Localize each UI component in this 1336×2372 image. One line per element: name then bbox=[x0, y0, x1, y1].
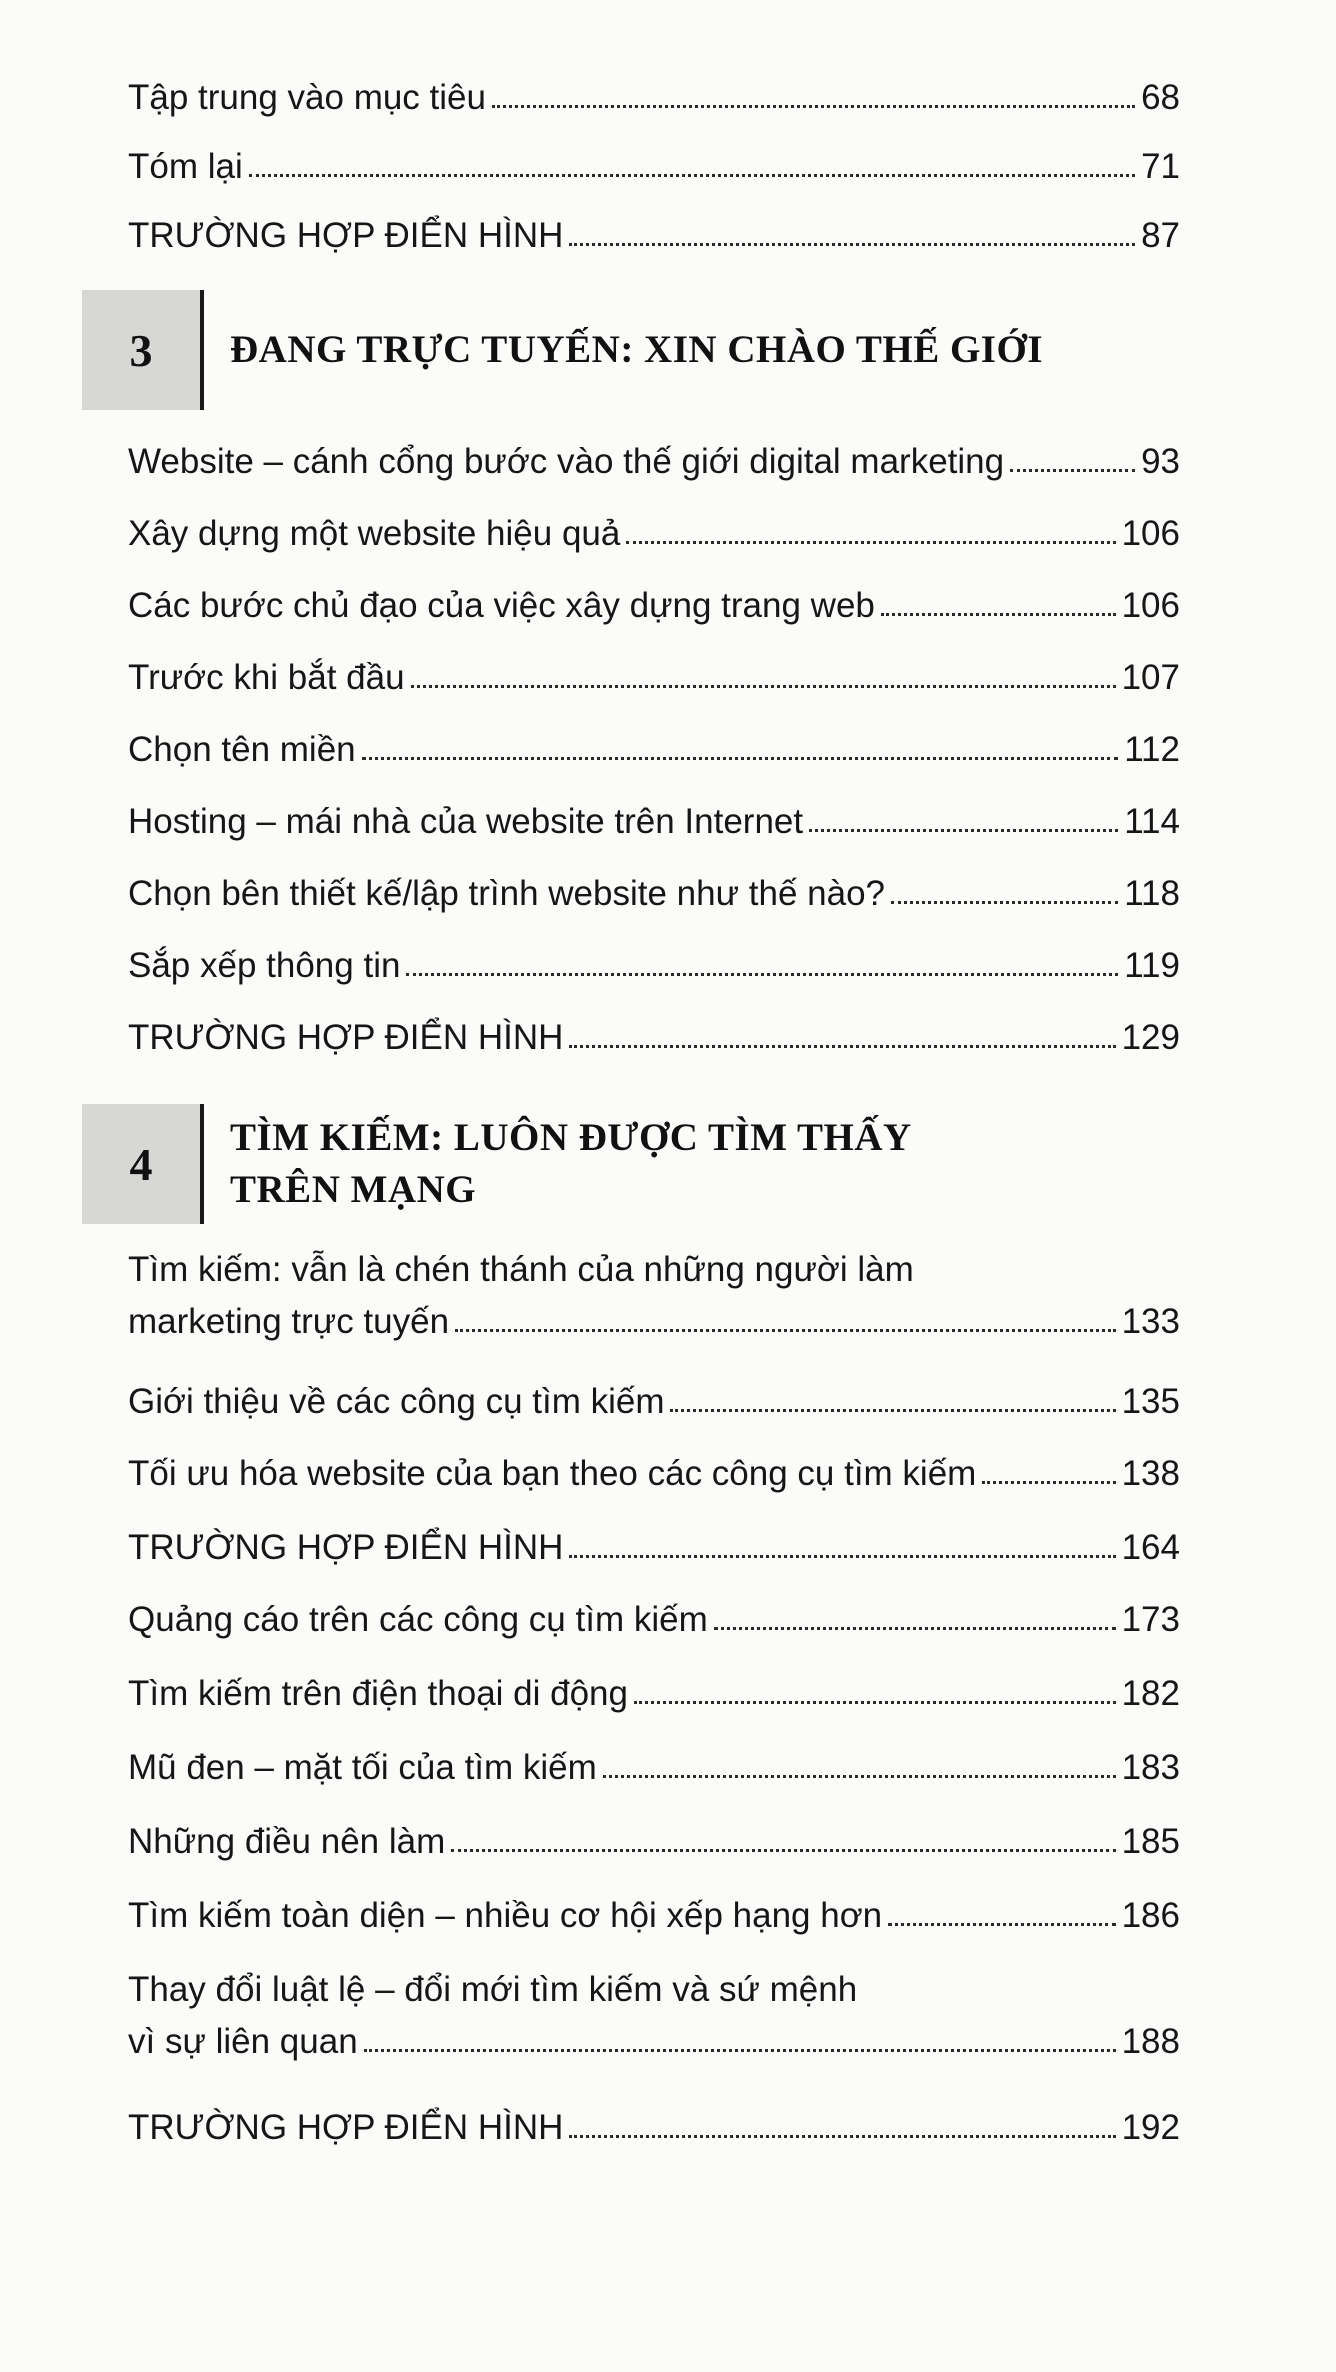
chapter-title bbox=[230, 1104, 912, 1224]
dot-leader bbox=[881, 613, 1116, 616]
entry-page-number: 133 bbox=[1121, 1302, 1180, 1341]
dot-leader bbox=[809, 829, 1118, 832]
toc-entry bbox=[128, 1016, 1180, 1060]
entry-page-number: 106 bbox=[1121, 586, 1180, 625]
toc-entry bbox=[128, 512, 1180, 556]
dot-leader bbox=[603, 1775, 1116, 1778]
dot-leader bbox=[1010, 469, 1135, 472]
entry-page-number: 114 bbox=[1124, 802, 1180, 841]
entry-label-line1: Tìm kiếm: vẫn là chén thánh của những người làm bbox=[128, 1250, 914, 1289]
entry-page-number: 135 bbox=[1121, 1382, 1180, 1421]
entry-label: TRƯỜNG HỢP ĐIỂN HÌNH bbox=[128, 1018, 564, 1057]
entry-label: Xây dựng một website hiệu quả bbox=[128, 514, 621, 553]
entry-label: Tập trung vào mục tiêu bbox=[128, 78, 486, 117]
dot-leader bbox=[406, 973, 1118, 976]
entry-page-number: 138 bbox=[1121, 1454, 1180, 1493]
entry-page-number: 129 bbox=[1121, 1018, 1180, 1057]
toc-entry bbox=[128, 214, 1180, 258]
entry-label: Website – cánh cổng bước vào thế giới digital marketing bbox=[128, 442, 1005, 481]
entry-label: Giới thiệu về các công cụ tìm kiếm bbox=[128, 1382, 665, 1421]
chapter-divider bbox=[200, 290, 204, 410]
entry-label: Sắp xếp thông tin bbox=[128, 946, 401, 985]
entry-page-number: 188 bbox=[1121, 2022, 1180, 2061]
toc-entry bbox=[128, 1452, 1180, 1496]
toc-entry bbox=[128, 944, 1180, 988]
chapter-divider bbox=[200, 1104, 204, 1224]
entry-label-line1: Thay đổi luật lệ – đổi mới tìm kiếm và sứ mệnh bbox=[128, 1970, 858, 2009]
entry-label: Tóm lại bbox=[128, 147, 243, 186]
entry-label: Những điều nên làm bbox=[128, 1822, 446, 1861]
chapter-4-heading bbox=[82, 1104, 1182, 1224]
entry-page-number: 71 bbox=[1141, 147, 1180, 186]
toc-entry bbox=[128, 872, 1180, 916]
entry-label: Tìm kiếm trên điện thoại di động bbox=[128, 1674, 628, 1713]
entry-page-number: 164 bbox=[1121, 1528, 1180, 1567]
entry-label: Chọn bên thiết kế/lập trình website như thế nào? bbox=[128, 874, 885, 913]
entry-page-number: 118 bbox=[1124, 874, 1180, 913]
entry-label: Mũ đen – mặt tối của tìm kiếm bbox=[128, 1748, 597, 1787]
toc-entry bbox=[128, 145, 1180, 189]
dot-leader bbox=[891, 901, 1118, 904]
toc-entry bbox=[128, 440, 1180, 484]
chapter-title-line: ĐANG TRỰC TUYẾN: XIN CHÀO THẾ GIỚI bbox=[230, 328, 1043, 371]
dot-leader bbox=[888, 1923, 1115, 1926]
entry-label: Tìm kiếm toàn diện – nhiều cơ hội xếp hạng hơn bbox=[128, 1896, 883, 1935]
toc-entry bbox=[128, 800, 1180, 844]
dot-leader bbox=[634, 1701, 1116, 1704]
dot-leader bbox=[362, 757, 1119, 760]
dot-leader bbox=[249, 174, 1135, 177]
toc-entry bbox=[128, 1820, 1180, 1864]
dot-leader bbox=[714, 1627, 1116, 1630]
toc-entry bbox=[128, 1248, 1180, 1344]
entry-label: Quảng cáo trên các công cụ tìm kiếm bbox=[128, 1600, 708, 1639]
entry-page-number: 182 bbox=[1121, 1674, 1180, 1713]
dot-leader bbox=[569, 243, 1135, 246]
toc-entry bbox=[128, 1380, 1180, 1424]
chapter-number: 3 bbox=[82, 290, 200, 410]
toc-entry bbox=[128, 2106, 1180, 2150]
toc-entry bbox=[128, 1968, 1180, 2064]
entry-label: Tối ưu hóa website của bạn theo các công cụ tìm kiếm bbox=[128, 1454, 977, 1493]
toc-entry bbox=[128, 656, 1180, 700]
dot-leader bbox=[455, 1329, 1116, 1332]
toc-entry bbox=[128, 728, 1180, 772]
dot-leader bbox=[982, 1481, 1115, 1484]
chapter-title-line: TÌM KIẾM: LUÔN ĐƯỢC TÌM THẤY bbox=[230, 1116, 912, 1159]
toc-entry bbox=[128, 584, 1180, 628]
entry-second-line bbox=[128, 1300, 1180, 1344]
dot-leader bbox=[626, 541, 1115, 544]
dot-leader bbox=[569, 1045, 1115, 1048]
entry-label: TRƯỜNG HỢP ĐIỂN HÌNH bbox=[128, 216, 564, 255]
entry-page-number: 87 bbox=[1141, 216, 1180, 255]
entry-label: Các bước chủ đạo của việc xây dựng trang web bbox=[128, 586, 875, 625]
entry-label: Hosting – mái nhà của website trên Internet bbox=[128, 802, 804, 841]
chapter-number: 4 bbox=[82, 1104, 200, 1224]
chapter-3-heading bbox=[82, 290, 1182, 410]
entry-page-number: 112 bbox=[1124, 730, 1180, 769]
dot-leader bbox=[411, 685, 1116, 688]
entry-page-number: 68 bbox=[1141, 78, 1180, 117]
entry-page-number: 173 bbox=[1121, 1600, 1180, 1639]
entry-second-line bbox=[128, 2020, 1180, 2064]
entry-page-number: 185 bbox=[1121, 1822, 1180, 1861]
dot-leader bbox=[569, 1555, 1115, 1558]
entry-label: Chọn tên miền bbox=[128, 730, 356, 769]
dot-leader bbox=[569, 2135, 1115, 2138]
entry-label-line2: marketing trực tuyến bbox=[128, 1302, 450, 1341]
entry-page-number: 93 bbox=[1141, 442, 1180, 481]
toc-entry bbox=[128, 76, 1180, 120]
entry-label: Trước khi bắt đầu bbox=[128, 658, 405, 697]
dot-leader bbox=[451, 1849, 1115, 1852]
toc-entry bbox=[128, 1746, 1180, 1790]
toc-entry bbox=[128, 1598, 1180, 1642]
entry-label: TRƯỜNG HỢP ĐIỂN HÌNH bbox=[128, 1528, 564, 1567]
entry-page-number: 119 bbox=[1124, 946, 1180, 985]
chapter-title-line: TRÊN MẠNG bbox=[230, 1168, 477, 1211]
entry-page-number: 107 bbox=[1121, 658, 1180, 697]
entry-label-line2: vì sự liên quan bbox=[128, 2022, 358, 2061]
dot-leader bbox=[670, 1409, 1115, 1412]
entry-page-number: 186 bbox=[1121, 1896, 1180, 1935]
entry-page-number: 183 bbox=[1121, 1748, 1180, 1787]
dot-leader bbox=[364, 2049, 1116, 2052]
entry-label: TRƯỜNG HỢP ĐIỂN HÌNH bbox=[128, 2108, 564, 2147]
entry-page-number: 106 bbox=[1121, 514, 1180, 553]
chapter-title bbox=[230, 290, 1043, 410]
toc-entry bbox=[128, 1894, 1180, 1938]
entry-page-number: 192 bbox=[1121, 2108, 1180, 2147]
toc-entry bbox=[128, 1526, 1180, 1570]
toc-entry bbox=[128, 1672, 1180, 1716]
dot-leader bbox=[492, 105, 1135, 108]
